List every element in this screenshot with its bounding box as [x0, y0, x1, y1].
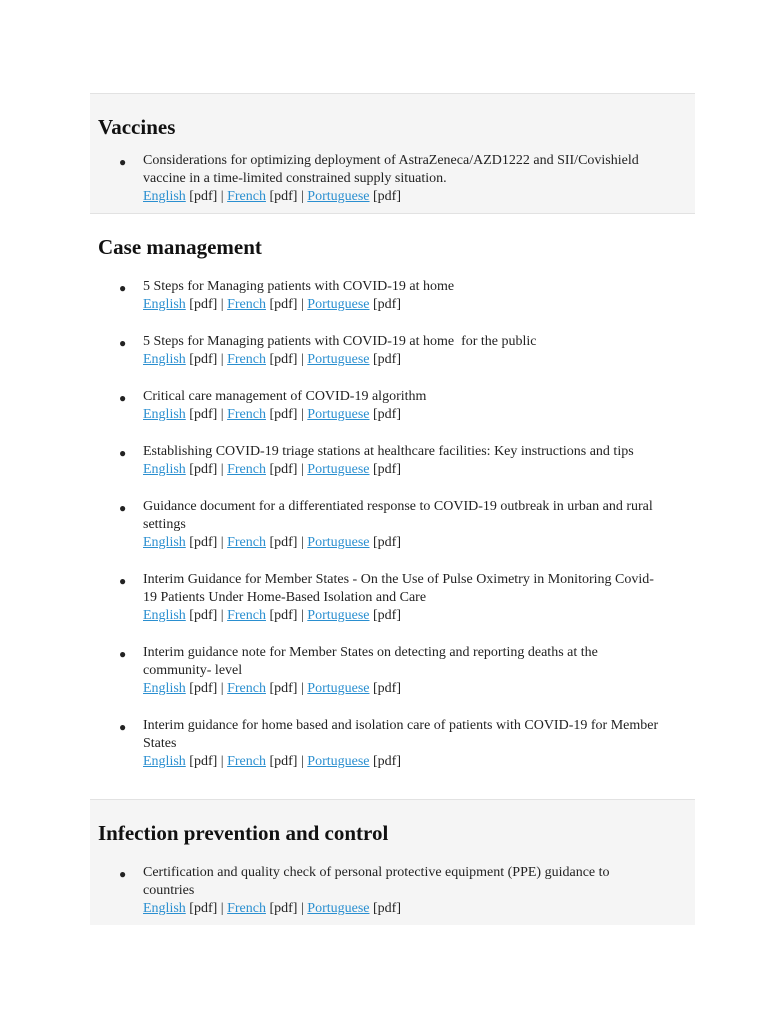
separator: | [300, 535, 304, 550]
separator: | [300, 681, 304, 696]
separator: | [220, 352, 224, 367]
link-portuguese[interactable]: Portuguese [307, 407, 370, 422]
item-title: Guidance document for a differentiated response to COVID-19 outbreak in urban and rural settings [143, 499, 653, 532]
pdf-tag: [pdf] [269, 681, 298, 696]
link-english[interactable]: English [143, 754, 186, 769]
pdf-tag: [pdf] [269, 535, 298, 550]
item-title: Interim guidance for home based and isolation care of patients with COVID-19 for Member States [143, 718, 659, 751]
pdf-tag: [pdf] [269, 297, 298, 312]
separator: | [300, 407, 304, 422]
pdf-tag: [pdf] [269, 407, 298, 422]
pdf-tag: [pdf] [373, 189, 402, 204]
bullet-icon: ● [119, 867, 127, 881]
pdf-tag: [pdf] [373, 462, 402, 477]
link-french[interactable]: French [227, 407, 266, 422]
list-item [90, 388, 680, 424]
separator: | [220, 462, 224, 477]
bullet-icon: ● [119, 574, 127, 588]
item-title: 5 Steps for Managing patients with COVID-19 at home for the public [143, 334, 537, 349]
list-item [90, 278, 680, 314]
download-links [143, 680, 680, 698]
link-portuguese[interactable]: Portuguese [307, 608, 370, 623]
item-title: Critical care management of COVID-19 algorithm [143, 389, 427, 404]
pdf-tag: [pdf] [269, 189, 298, 204]
list-item [90, 498, 680, 552]
pdf-tag: [pdf] [373, 352, 402, 367]
link-english[interactable]: English [143, 608, 186, 623]
item-title: Interim Guidance for Member States - On the Use of Pulse Oximetry in Monitoring Covid-19 Patients Under Home-Based Isolation and Care [143, 572, 654, 605]
bullet-icon: ● [119, 720, 127, 734]
link-french[interactable]: French [227, 608, 266, 623]
pdf-tag: [pdf] [189, 189, 218, 204]
separator: | [300, 754, 304, 769]
bullet-icon: ● [119, 336, 127, 350]
separator: | [300, 352, 304, 367]
link-portuguese[interactable]: Portuguese [307, 189, 370, 204]
list-item [90, 443, 680, 479]
item-title: Interim guidance note for Member States on detecting and reporting deaths at the community- level [143, 645, 598, 678]
link-english[interactable]: English [143, 901, 186, 916]
link-portuguese[interactable]: Portuguese [307, 352, 370, 367]
link-portuguese[interactable]: Portuguese [307, 535, 370, 550]
pdf-tag: [pdf] [373, 608, 402, 623]
separator: | [220, 535, 224, 550]
pdf-tag: [pdf] [189, 901, 218, 916]
separator: | [300, 901, 304, 916]
link-english[interactable]: English [143, 352, 186, 367]
link-french[interactable]: French [227, 352, 266, 367]
link-english[interactable]: English [143, 297, 186, 312]
section-title: Case management [98, 235, 262, 259]
item-title: Establishing COVID-19 triage stations at healthcare facilities: Key instructions and tips [143, 444, 634, 459]
list-item [90, 571, 680, 625]
bullet-icon: ● [119, 501, 127, 515]
pdf-tag: [pdf] [269, 462, 298, 477]
separator: | [300, 462, 304, 477]
download-links [143, 188, 680, 206]
item-title: Certification and quality check of personal protective equipment (PPE) guidance to countries [143, 865, 610, 898]
download-links [143, 607, 680, 625]
section-vaccines [90, 93, 695, 214]
item-title: 5 Steps for Managing patients with COVID-19 at home [143, 279, 455, 294]
list-item [90, 717, 680, 771]
bullet-icon: ● [119, 647, 127, 661]
link-english[interactable]: English [143, 462, 186, 477]
link-french[interactable]: French [227, 462, 266, 477]
pdf-tag: [pdf] [189, 297, 218, 312]
link-english[interactable]: English [143, 189, 186, 204]
link-french[interactable]: French [227, 901, 266, 916]
pdf-tag: [pdf] [189, 462, 218, 477]
separator: | [300, 297, 304, 312]
link-english[interactable]: English [143, 535, 186, 550]
list-item [90, 333, 680, 369]
section-title: Vaccines [98, 115, 176, 139]
link-english[interactable]: English [143, 681, 186, 696]
download-links [143, 296, 680, 314]
download-links [143, 406, 680, 424]
separator: | [300, 608, 304, 623]
bullet-icon: ● [119, 391, 127, 405]
link-portuguese[interactable]: Portuguese [307, 462, 370, 477]
download-links [143, 753, 680, 771]
pdf-tag: [pdf] [269, 901, 298, 916]
bullet-icon: ● [119, 155, 127, 169]
link-portuguese[interactable]: Portuguese [307, 754, 370, 769]
link-french[interactable]: French [227, 681, 266, 696]
separator: | [300, 189, 304, 204]
pdf-tag: [pdf] [373, 754, 402, 769]
link-portuguese[interactable]: Portuguese [307, 297, 370, 312]
pdf-tag: [pdf] [189, 681, 218, 696]
link-portuguese[interactable]: Portuguese [307, 681, 370, 696]
list-item [90, 152, 680, 206]
list-item [90, 644, 680, 698]
section-infection-prevention [90, 799, 695, 925]
pdf-tag: [pdf] [373, 297, 402, 312]
pdf-tag: [pdf] [373, 535, 402, 550]
pdf-tag: [pdf] [269, 608, 298, 623]
pdf-tag: [pdf] [189, 608, 218, 623]
separator: | [220, 407, 224, 422]
download-links [143, 351, 680, 369]
pdf-tag: [pdf] [189, 754, 218, 769]
list-item [90, 864, 680, 918]
separator: | [220, 297, 224, 312]
pdf-tag: [pdf] [189, 535, 218, 550]
section-case-management [90, 214, 695, 799]
pdf-tag: [pdf] [373, 407, 402, 422]
link-portuguese[interactable]: Portuguese [307, 901, 370, 916]
pdf-tag: [pdf] [269, 352, 298, 367]
download-links [143, 461, 680, 479]
bullet-icon: ● [119, 446, 127, 460]
pdf-tag: [pdf] [189, 407, 218, 422]
item-title: Considerations for optimizing deployment of AstraZeneca/AZD1222 and SII/Covishield vaccine in a time-limited constrained supply situation. [143, 153, 639, 186]
download-links [143, 534, 680, 552]
separator: | [220, 681, 224, 696]
link-french[interactable]: French [227, 535, 266, 550]
link-french[interactable]: French [227, 297, 266, 312]
link-english[interactable]: English [143, 407, 186, 422]
bullet-icon: ● [119, 281, 127, 295]
pdf-tag: [pdf] [373, 681, 402, 696]
download-links [143, 900, 680, 918]
section-title: Infection prevention and control [98, 821, 389, 845]
separator: | [220, 189, 224, 204]
separator: | [220, 608, 224, 623]
pdf-tag: [pdf] [189, 352, 218, 367]
link-french[interactable]: French [227, 754, 266, 769]
pdf-tag: [pdf] [269, 754, 298, 769]
pdf-tag: [pdf] [373, 901, 402, 916]
separator: | [220, 754, 224, 769]
separator: | [220, 901, 224, 916]
link-french[interactable]: French [227, 189, 266, 204]
